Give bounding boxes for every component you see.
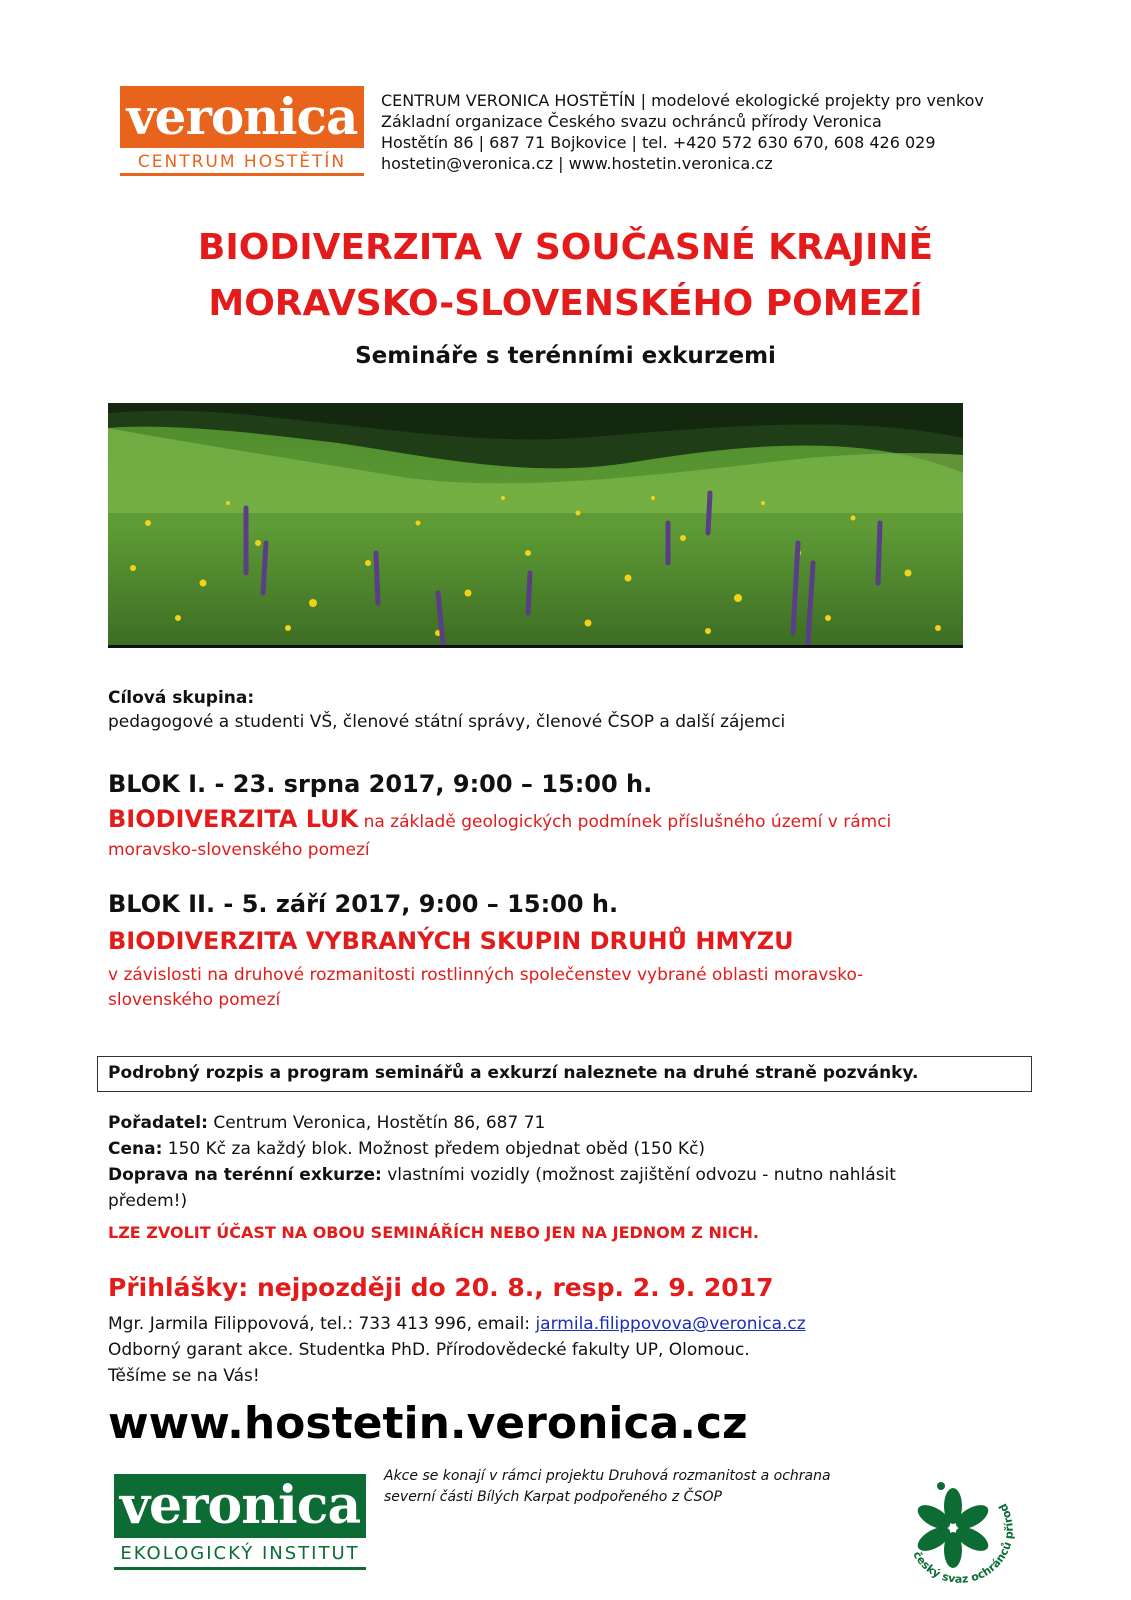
footer-logo-wordmark: veronica — [114, 1474, 366, 1538]
guarantor-line: Odborný garant akce. Studentka PhD. Přírodovědecké fakulty UP, Olomouc. — [108, 1340, 750, 1360]
header-line-1: CENTRUM VERONICA HOSTĚTÍN | modelové ekologické projekty pro venkov — [381, 91, 984, 110]
transport-value: vlastními vozidly (možnost zajištění odvozu - nutno nahlásit — [381, 1165, 896, 1185]
blok1-topic: BIODIVERZITA LUK — [108, 805, 359, 833]
veronica-ekologicky-institut-logo — [114, 1474, 366, 1570]
svg-text:český svaz ochránců přírody — [895, 1466, 1016, 1586]
blok1-desc-line1: na základě geologických podmínek příslušného území v rámci — [358, 812, 892, 832]
title-line-1: BIODIVERZITA V SOUČASNÉ KRAJINĚ — [197, 227, 934, 268]
attendance-choice-note: LZE ZVOLIT ÚČAST NA OBOU SEMINÁŘÍCH NEBO JEN NA JEDNOM Z NICH. — [108, 1223, 759, 1242]
blok1-description — [108, 807, 1028, 835]
contact-line — [108, 1312, 806, 1337]
registration-heading: Přihlášky: nejpozději do 20. 8., resp. 2. 9. 2017 — [108, 1273, 774, 1302]
website-url[interactable]: www.hostetin.veronica.cz — [108, 1398, 748, 1449]
header-contact-block — [381, 90, 984, 174]
price-line — [108, 1137, 705, 1162]
organizer-value: Centrum Veronica, Hostětín 86, 687 71 — [207, 1113, 546, 1133]
blok2-desc-line1: v závislosti na druhové rozmanitosti rostlinných společenstev vybrané oblasti moravsko- — [108, 965, 864, 985]
contact-email-link[interactable]: jarmila.filippovova@veronica.cz — [535, 1314, 806, 1334]
blok2-topic: BIODIVERZITA VYBRANÝCH SKUPIN DRUHŮ HMYZU — [108, 927, 794, 955]
footer-logo-subtitle: EKOLOGICKÝ INSTITUT — [114, 1538, 366, 1570]
contact-prefix: Mgr. Jarmila Filippovová, tel.: 733 413 996, email: — [108, 1314, 536, 1334]
header-line-3: Hostětín 86 | 687 71 Bojkovice | tel. +420 572 630 670, 608 426 029 — [381, 133, 936, 152]
target-group-text: pedagogové a studenti VŠ, členové státní správy, členové ČSOP a další zájemci — [108, 712, 786, 732]
logo-wordmark: veronica — [120, 86, 364, 148]
price-label: Cena: — [108, 1139, 163, 1159]
header-line-2: Základní organizace Českého svazu ochránců přírody Veronica — [381, 112, 882, 131]
transport-line-2: předem!) — [108, 1191, 188, 1211]
csop-logo — [895, 1466, 1025, 1596]
title-line-2: MORAVSKO-SLOVENSKÉHO POMEZÍ — [208, 283, 923, 324]
target-group-label: Cílová skupina: — [108, 688, 255, 708]
blok1-heading: BLOK I. - 23. srpna 2017, 9:00 – 15:00 h. — [108, 770, 653, 798]
organizer-label: Pořadatel: — [108, 1113, 208, 1133]
header-line-4: hostetin@veronica.cz | www.hostetin.veronica.cz — [381, 154, 773, 173]
meadow-photo — [108, 403, 963, 648]
project-note-line-2: severní části Bílých Karpat podpořeného z ČSOP — [384, 1489, 723, 1505]
blok2-desc-line2: slovenského pomezí — [108, 990, 281, 1010]
csop-logo-text: český svaz ochránců přírod — [910, 1501, 1016, 1586]
price-value: 150 Kč za každý blok. Možnost předem objednat oběd (150 Kč) — [162, 1139, 706, 1159]
project-note-line-1: Akce se konají v rámci projektu Druhová rozmanitost a ochrana — [384, 1468, 831, 1484]
program-note-box: Podrobný rozpis a program seminářů a exkurzí naleznete na druhé straně pozvánky. — [97, 1056, 1032, 1092]
logo-subtitle: CENTRUM HOSTĚTÍN — [120, 148, 364, 176]
veronica-hostetin-logo — [120, 86, 364, 176]
blok2-heading: BLOK II. - 5. září 2017, 9:00 – 15:00 h. — [108, 890, 619, 918]
transport-line — [108, 1163, 896, 1188]
blok1-desc-line2: moravsko-slovenského pomezí — [108, 840, 370, 860]
subtitle: Semináře s terénními exkurzemi — [355, 343, 776, 369]
organizer-line — [108, 1111, 545, 1136]
project-note — [384, 1466, 831, 1508]
transport-label: Doprava na terénní exkurze: — [108, 1165, 382, 1185]
greeting-line: Těšíme se na Vás! — [108, 1366, 260, 1386]
